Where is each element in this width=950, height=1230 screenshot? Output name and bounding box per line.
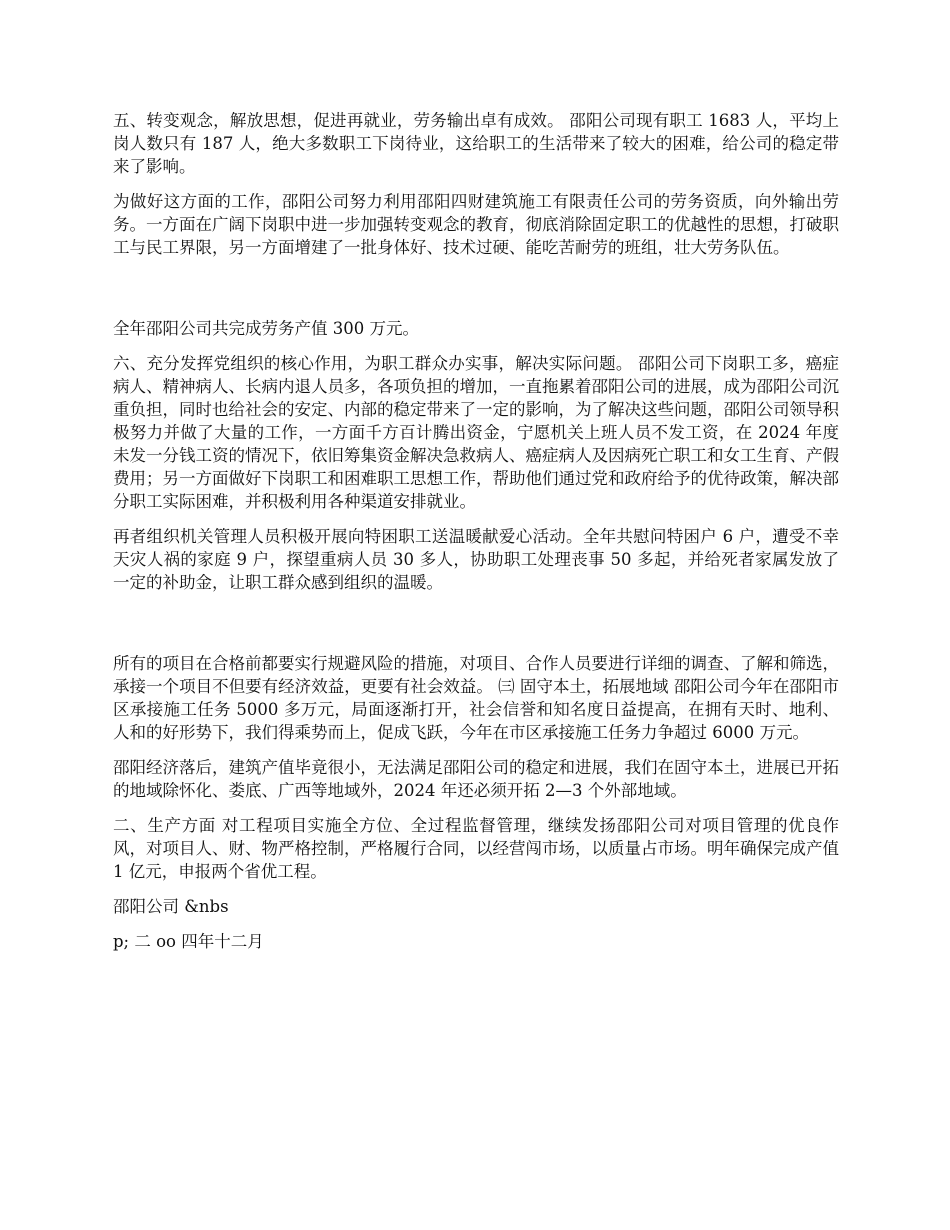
paragraph-labor-output: 全年邵阳公司共完成劳务产值 300 万元。 bbox=[113, 319, 419, 338]
paragraph-section-six: 六、充分发挥党组织的核心作用，为职工群众办实事，解决实际问题。 邵阳公司下岗职工多，癌症病人、精神病人、长病内退人员多，各项负担的增加，一直拖累着邵阳公司的进展，成为邵阳公司沉重负担，同时也给社会的安定、内部的稳定带来了一定的影响，为了解决这些问题，邵阳公司领导积极努力并做了大量的工作，一方面千方百计腾出资金，宁愿机关上班人员不发工资，在 2024 年度未发一分钱工资的情况下，依旧筹集资金解决急救病人、癌症病人及因病死亡职工和女工生育、产假费用；另一方面做好下岗职工和困难职工思想工作，帮助他们通过党和政府给予的优待政策，解决部分职工实际困难，并积极利用各种渠道安排就业。 bbox=[113, 354, 839, 511]
paragraph-regional-expansion: 邵阳经济落后，建筑产值毕竟很小，无法满足邵阳公司的稳定和进展，我们在固守本土，进展已开拓的地域除怀化、娄底、广西等地域外，2024 年还必须开拓 2—3 个外部地域。 bbox=[113, 758, 839, 800]
paragraph-risk-projects: 所有的项目在合格前都要实行规避风险的措施，对项目、合作人员要进行详细的调查、了解和筛选，承接一个项目不但要有经济效益，更要有社会效益。 ㈢ 固守本土，拓展地域 邵阳公司今年在邵阳市区承接施工任务 5000 多万元，局面逐渐打开，社会信誉和知名度日益提高，在拥有天时、地利、人和的好形势下，我们得乘势而上，促成飞跃，今年在市区承接施工任务力争超过 6000 万元。 bbox=[113, 654, 839, 742]
paragraph-section-five: 五、转变观念，解放思想，促进再就业，劳务输出卓有成效。 邵阳公司现有职工 1683 人，平均上岗人数只有 187 人，绝大多数职工下岗待业，这给职工的生活带来了较大的困难，给公司的稳定带来了影响。 bbox=[113, 111, 839, 176]
paragraph-labor-export: 为做好这方面的工作，邵阳公司努力利用邵阳四财建筑施工有限责任公司的劳务资质，向外输出劳务。一方面在广阔下岗职中进一步加强转变观念的教育，彻底消除固定职工的优越性的思想，打破职工与民工界限，另一方面增建了一批身体好、技术过硬、能吃苦耐劳的班组，壮大劳务队伍。 bbox=[113, 192, 839, 257]
section-gap bbox=[113, 606, 839, 652]
section-gap bbox=[113, 271, 839, 317]
signature-date: p; 二 oo 四年十二月 bbox=[113, 932, 264, 951]
paragraph-production: 二、生产方面 对工程项目实施全方位、全过程监督管理，继续发扬邵阳公司对项目管理的优良作风，对项目人、财、物严格控制，严格履行合同，以经营闯市场，以质量占市场。明年确保完成产值 1 亿元，申报两个省优工程。 bbox=[113, 816, 839, 881]
paragraph-warmth-activity: 再者组织机关管理人员积极开展向特困职工送温暖献爱心活动。全年共慰问特困户 6 户，遭受不幸天灾人祸的家庭 9 户，探望重病人员 30 多人，协助职工处理丧事 50 多起，并给死者家属发放了一定的补助金，让职工群众感到组织的温暖。 bbox=[113, 527, 839, 592]
document-body bbox=[113, 109, 839, 965]
signature-company: 邵阳公司 &nbs bbox=[113, 897, 229, 916]
